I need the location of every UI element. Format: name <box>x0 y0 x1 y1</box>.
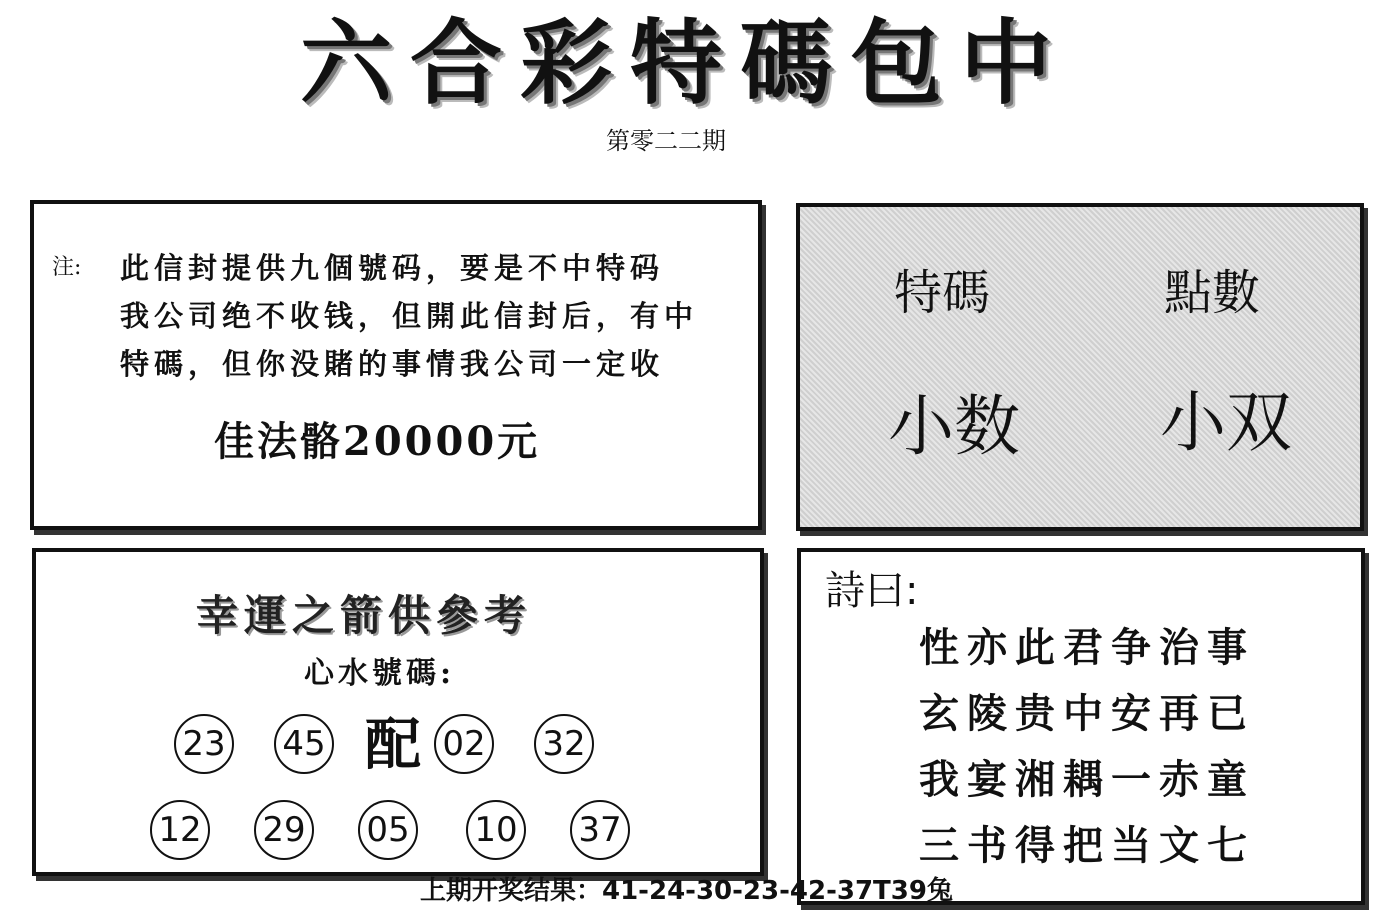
main-title: 六合彩特碼包中 <box>300 9 1071 117</box>
tema-panel <box>796 203 1364 531</box>
tema-header-code: 特碼 <box>894 265 991 321</box>
poem-line: 我宴湘耦一赤童 <box>919 756 1255 803</box>
lucky-subtitle: 心水號碼: <box>304 656 456 691</box>
number-ball: 45 <box>274 714 334 774</box>
notice-text <box>120 244 740 388</box>
number-ball: 05 <box>358 800 418 860</box>
notice-label: 注: <box>52 255 82 280</box>
notice-panel <box>30 200 762 530</box>
tema-value-code: 小数 <box>888 388 1020 465</box>
number-ball: 29 <box>254 800 314 860</box>
number-ball: 02 <box>434 714 494 774</box>
tema-value-points: 小双 <box>1160 384 1292 461</box>
pair-label: 配 <box>365 712 421 778</box>
number-ball: 12 <box>150 800 210 860</box>
last-result: 上期开奖结果：41-24-30-23-42-37T39兔 <box>420 876 953 906</box>
poem-label: 詩曰: <box>825 568 919 614</box>
poem-panel <box>797 548 1365 905</box>
number-ball: 10 <box>466 800 526 860</box>
bonus-amount: 佳法骼20000元 <box>214 418 541 465</box>
number-ball: 32 <box>534 714 594 774</box>
number-ball: 23 <box>174 714 234 774</box>
lucky-panel <box>32 548 764 876</box>
issue-number: 第零二二期 <box>606 127 726 155</box>
notice-line: 我公司绝不收钱，但開此信封后，有中 <box>120 299 699 333</box>
poem-line: 三书得把当文七 <box>919 822 1255 869</box>
number-ball: 37 <box>570 800 630 860</box>
tema-header-points: 點數 <box>1164 265 1261 321</box>
poem-line: 性亦此君争治事 <box>919 624 1255 671</box>
notice-line: 此信封提供九個號码，要是不中特码 <box>120 251 665 285</box>
lucky-title: 幸運之箭供參考 <box>196 591 533 640</box>
notice-line: 特碼，但你没賭的事情我公司一定收 <box>120 347 665 381</box>
poem-line: 玄陵贵中安再已 <box>919 690 1255 737</box>
